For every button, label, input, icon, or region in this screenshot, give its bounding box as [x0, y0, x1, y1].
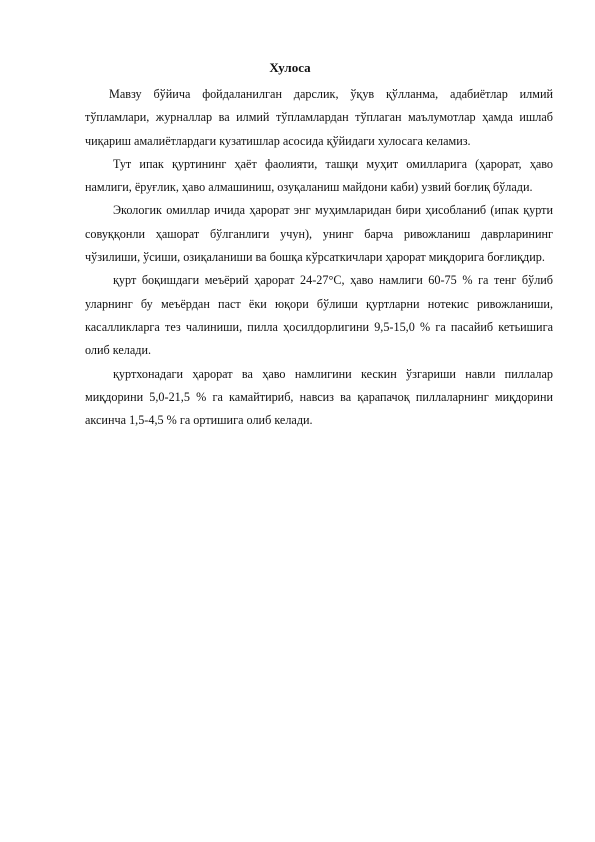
document-body	[85, 83, 553, 432]
paragraph-5: қуртхонадаги ҳарорат ва ҳаво намлигини кескин ўзгариши навли пиллалар миқдорини 5,0-21,5 % га камайтириб, навсиз ва қарапачоқ пиллаларнинг миқдорини аксинча 1,5-4,5 % га ортишига олиб келади.	[85, 366, 553, 428]
paragraph-2: Тут ипак қуртининг ҳаёт фаолияти, ташқи муҳит омилларига (ҳарорат, ҳаво намлиги, ёруғлик, ҳаво алмашиниш, озуқаланиш майдони каби) узвий боғлиқ бўлади.	[85, 156, 553, 195]
paragraph-4: қурт боқишдаги меъёрий ҳарорат 24-27°С, ҳаво намлиги 60-75 % га тенг бўлиб уларнинг бу меъёрдан паст ёки юқори бўлиши қуртларни нотекис ривожланиши, касалликларга тез чалиниши, пилла ҳосилдорлигини 9,5-15,0 % га пасайиб кетьишига олиб келади.	[85, 273, 553, 358]
paragraph-3: Экологик омиллар ичида ҳарорат энг муҳимларидан бири ҳисобланиб (ипак қурти совуққонли ҳашорат бўлганлиги учун), унинг барча ривожланиш даврларининг чўзилиши, ўсиши, озиқаланиши ва бошқа кўрсаткичлари ҳарорат миқдорига боғлиқдир.	[85, 203, 553, 265]
paragraph-1: Мавзу бўйича фойдаланилган дарслик, ўқув қўлланма, адабиётлар илмий тўпламлари, журналлар ва илмий тўпламлардан тўплаган маълумотлар ҳамда ишлаб чиқариш амалиётлардаги кузатишлар асосида қўйидаги хулосага келамиз.	[85, 87, 553, 148]
page-title: Хулоса	[269, 60, 311, 75]
